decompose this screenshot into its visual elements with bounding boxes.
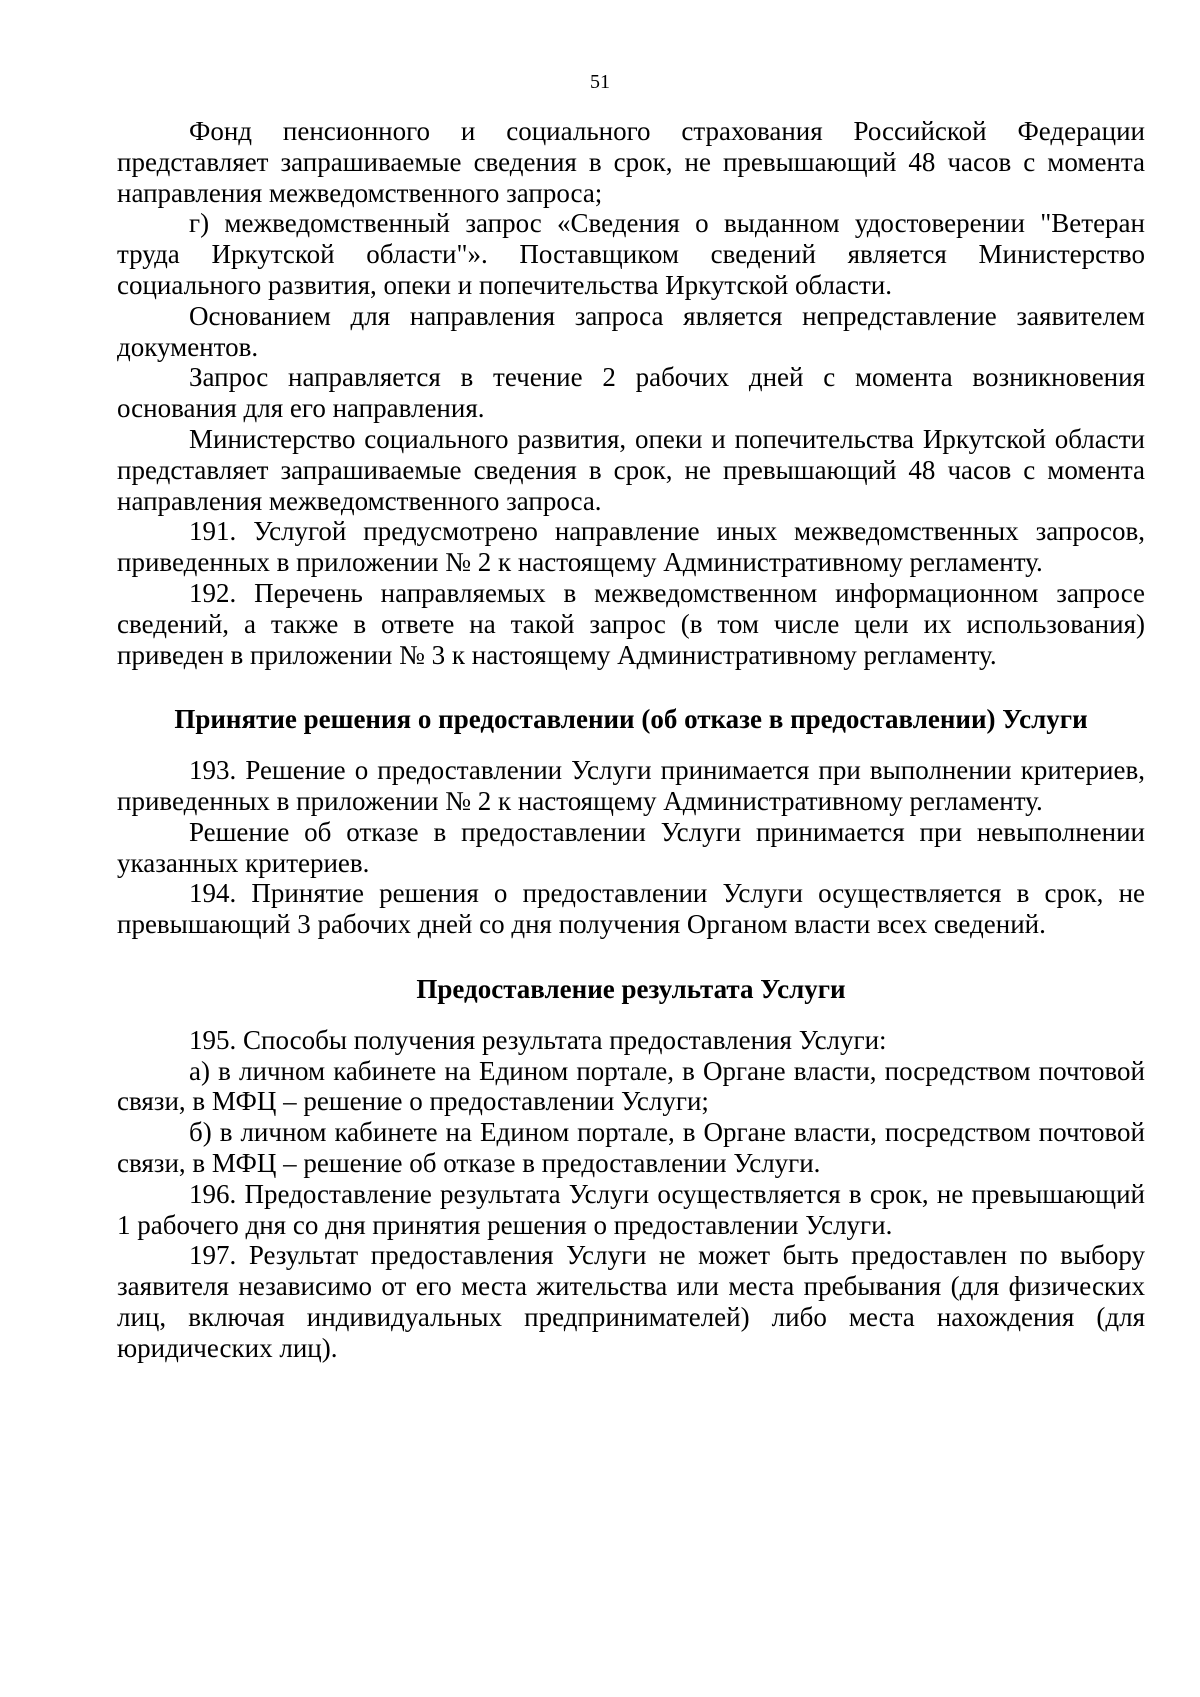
paragraph-195: 195. Способы получения результата предоставления Услуги: <box>189 1024 887 1055</box>
paragraph-195-b: б) в личном кабинете на Едином портале, в Органе власти, посредством почтовой связи, в МФЦ – решение об отказе в предоставлении Услуги. <box>117 1117 1145 1178</box>
paragraph-193: 193. Решение о предоставлении Услуги принимается при выполнении критериев, приведенных в приложении № 2 к настоящему Административному регламенту. <box>117 755 1145 816</box>
section-heading-decision: Принятие решения о предоставлении (об отказе в предоставлении) Услуги <box>174 704 1088 735</box>
paragraph-ministry-response: Министерство социального развития, опеки и попечительства Иркутской области представляет запрашиваемые сведения в срок, не превышающий 48 часов с момента направления межведомственного запроса. <box>117 423 1145 516</box>
page-number: 51 <box>590 71 610 93</box>
paragraph-pension-fund: Фонд пенсионного и социального страхования Российской Федерации представляет запрашиваемые сведения в срок, не превышающий 48 часов с момента направления межведомственного запроса; <box>117 116 1145 208</box>
paragraph-refusal-decision: Решение об отказе в предоставлении Услуги принимается при невыполнении указанных критериев. <box>117 816 1145 878</box>
paragraph-195-a: а) в личном кабинете на Едином портале, в Органе власти, посредством почтовой связи, в МФЦ – решение о предоставлении Услуги; <box>117 1055 1145 1117</box>
document-body <box>117 116 1145 1363</box>
paragraph-request-deadline: Запрос направляется в течение 2 рабочих дней с момента возникновения основания для его направления. <box>117 362 1145 424</box>
paragraph-194: 194. Принятие решения о предоставлении Услуги осуществляется в срок, не превышающий 3 рабочих дней со дня получения Органом власти всех сведений. <box>117 878 1145 940</box>
paragraph-196: 196. Предоставление результата Услуги осуществляется в срок, не превышающий 1 рабочего дня со дня принятия решения о предоставлении Услуги. <box>117 1178 1145 1240</box>
paragraph-191: 191. Услугой предусмотрено направление иных межведомственных запросов, приведенных в приложении № 2 к настоящему Административному регламенту. <box>117 516 1145 578</box>
paragraph-request-g: г) межведомственный запрос «Сведения о выданном удостоверении "Ветеран труда Иркутской области"». Поставщиком сведений является Министерство социального развития, опеки и попечительства Иркутской области. <box>117 208 1145 300</box>
paragraph-197: 197. Результат предоставления Услуги не может быть предоставлен по выбору заявителя независимо от его места жительства или места пребывания (для физических лиц, включая индивидуальных предпринимателей) либо места нахождения (для юридических лиц). <box>117 1240 1145 1363</box>
paragraph-192: 192. Перечень направляемых в межведомственном информационном запросе сведений, а также в ответе на такой запрос (в том числе цели их использования) приведен в приложении № 3 к настоящему Административному регламенту. <box>117 577 1145 670</box>
paragraph-request-basis: Основанием для направления запроса является непредставление заявителем документов. <box>117 300 1145 362</box>
section-heading-result: Предоставление результата Услуги <box>416 973 846 1004</box>
